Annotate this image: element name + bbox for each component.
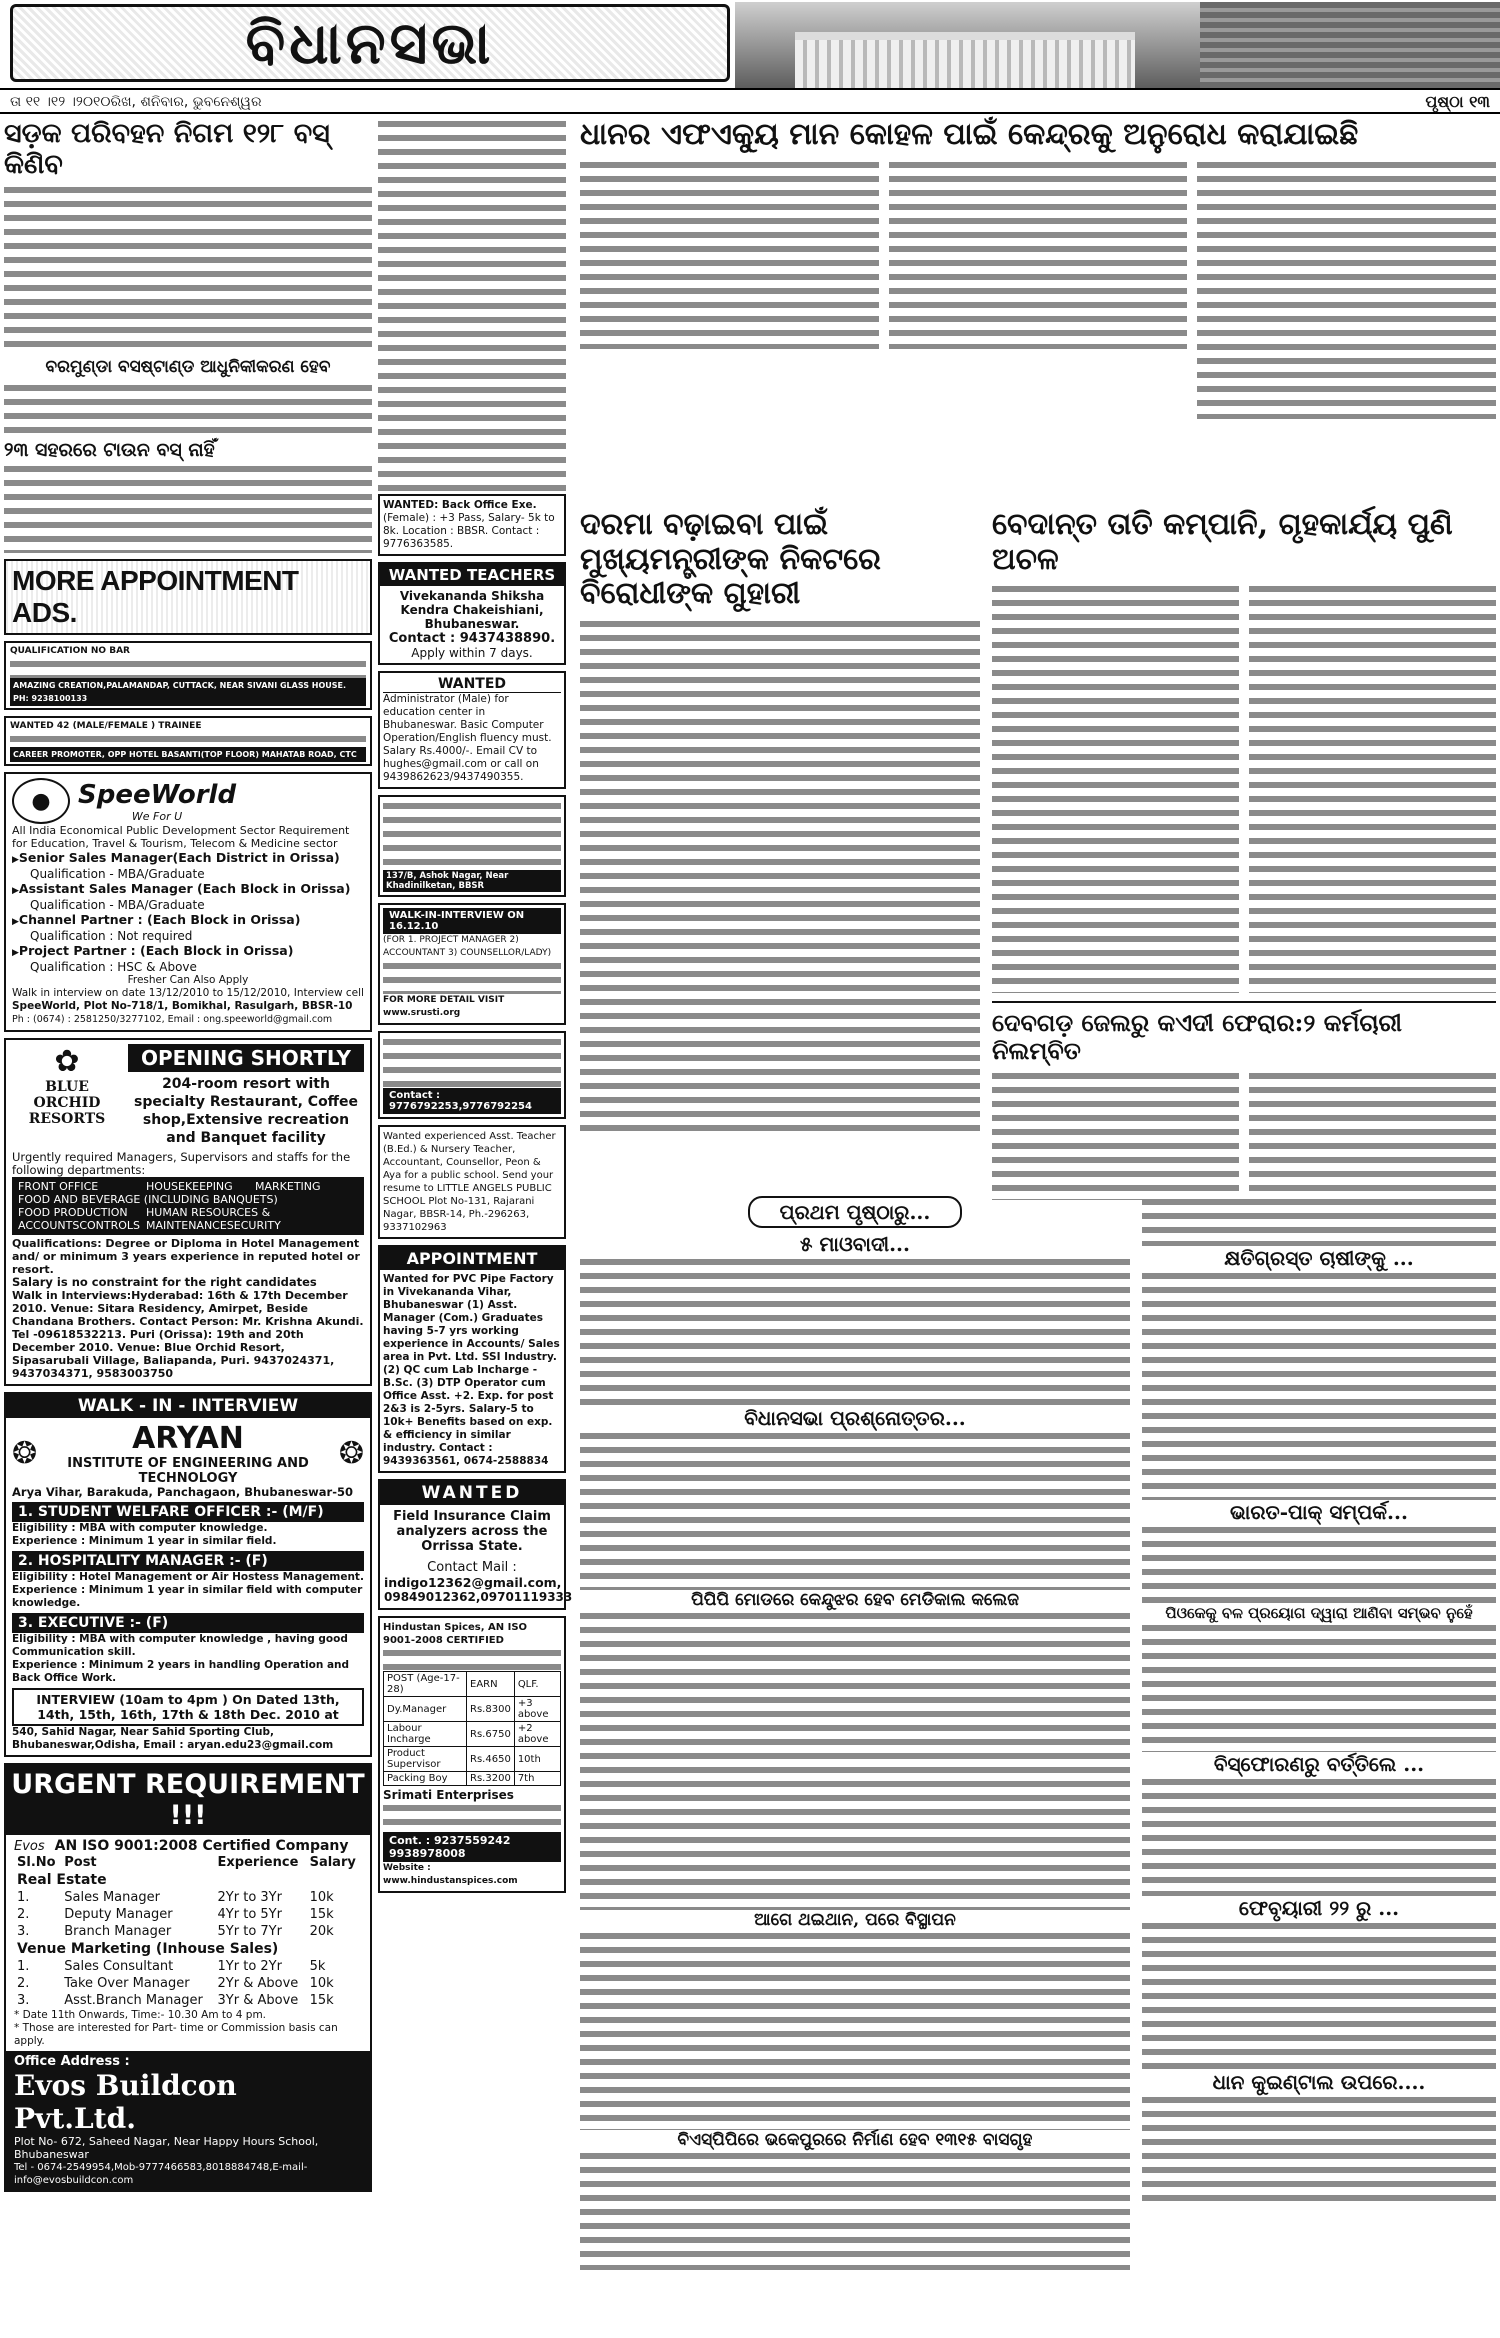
right-story-body [1142, 1622, 1496, 1752]
table-row [384, 1697, 561, 1722]
iso-note: AN ISO 9001:2008 Certified Company [54, 1838, 349, 1855]
amazing-creation: AMAZING CREATION,PALAMANDAP, CUTTACK, NEAR SIVANI GLASS HOUSE. PH: 9238100133 [10, 678, 366, 706]
continued-story-body [580, 2150, 1130, 2270]
header-cell: Sl.No [17, 1855, 56, 1871]
department: FOOD AND BEVERAGE (INCLUDING BANQUETS) [18, 1193, 278, 1207]
urgent-title: URGENT REQUIREMENT !!! [6, 1765, 370, 1835]
job-experience: Experience : Minimum 1 year in similar field with computer knowledge. [12, 1584, 363, 1610]
right-story-body [1142, 1270, 1496, 1500]
walkin-161210-text: (FOR 1. PROJECT MANAGER 2) ACCOUNTANT 3) COUNSELLOR/LADY) [383, 935, 552, 958]
cell: +2 above [514, 1722, 560, 1747]
urgent-note-parttime: * Those are interested for Part- time or Commission basis can apply. [14, 2022, 338, 2048]
aryan-institute: INSTITUTE OF ENGINEERING AND TECHNOLOGY [67, 1456, 309, 1487]
table-row [384, 1722, 561, 1747]
paddy-body-col3 [1197, 159, 1496, 419]
job-eligibility: Eligibility : Hotel Management or Air Hostess Management. [12, 1571, 364, 1584]
career-promoter: CAREER PROMOTER, OPP HOTEL BASANTI(TOP FLOOR) MAHATAB ROAD, CTC [10, 747, 366, 762]
cell: Asst.Branch Manager [64, 1993, 203, 2009]
speeworld-phone: Ph : (0674) : 2581250/3277102, Email : ong.speeworld@gmail.com [12, 1014, 333, 1026]
manufacturing-contact: Contact : 9776792253,9776792254 [383, 1088, 561, 1114]
fresher-note: Fresher Can Also Apply [127, 974, 249, 987]
cell: Rs.4650 [467, 1747, 515, 1772]
qualification-body [10, 658, 366, 678]
bus-story-continued [378, 118, 566, 494]
right-story-body [1142, 1776, 1496, 1896]
cell: 3. [17, 1993, 30, 2009]
appointment-title: APPOINTMENT [380, 1247, 564, 1270]
cell: 5Yr to 7Yr [217, 1924, 282, 1940]
table-row [14, 1992, 362, 2009]
right-story-title: ଫେବୃୟାରୀ ୨୨ ରୁ ... [1238, 1896, 1400, 1920]
back-office-title: WANTED: Back Office Exe. [383, 499, 537, 511]
wanted-field-ad [378, 1479, 573, 1610]
masthead [0, 0, 1500, 90]
town-bus-body [4, 463, 372, 553]
more-appointment-ads [4, 559, 372, 635]
blue-orchid-ad [4, 1038, 372, 1386]
wanted-admin-text: Administrator (Male) for education center in Bhubaneswar. Basic Computer Operation/English fluency must. Salary Rs.4000/-. Email CV to hughes@gmail.com or call on 9439862623/9437490355. [383, 693, 552, 783]
cell: Deputy Manager [64, 1907, 173, 1923]
globe-icon: ● [12, 778, 70, 824]
continued-story-body [580, 1430, 1130, 1590]
nursery-text: Wanted experienced Asst. Teacher (B.Ed.) & Nursery Teacher, Accountant, Counsellor, Peon & Aya for a public school. Send your resume to LITTLE ANGELS PUBLIC SCHOOL Plot No-131, Rajarani Nagar, BBSR-14, Ph.-296263, 9337102963 [383, 1131, 556, 1233]
right-story-title: ଭାରତ-ପାକ୍ ସମ୍ପର୍କ... [1230, 1500, 1408, 1524]
table-row [14, 1958, 362, 1975]
cell: +3 above [514, 1697, 560, 1722]
role-item: ▶ Assistant Sales Manager (Each Block in Orissa) [12, 881, 364, 899]
orchid-name: BLUE ORCHID RESORTS [28, 1079, 106, 1128]
department: FRONT OFFICE [18, 1180, 99, 1194]
cell: 2. [17, 1907, 30, 1923]
town-bus-subheadline: ୨୩ ସହରରେ ଟାଉନ ବସ୍ ନାହିଁ [4, 438, 215, 461]
main-news [580, 117, 1496, 2150]
continued-story-title: ବିଏସ୍ପିପିରେ ଭକେପୁରରେ ନିର୍ମାଣ ହେବ ୧୩୧୫ ବାସଗୃହ [677, 2130, 1033, 2150]
vedanta-headline: ବେଦାନ୍ତ ତାତି କମ୍ପାନି, ଗୃହକାର୍ଯ୍ୟ ପୁଣି ଅଚଳ [992, 507, 1453, 577]
price-body [580, 618, 980, 1138]
cell: Rs.3200 [467, 1772, 515, 1786]
cell: Product Supervisor [384, 1747, 467, 1772]
impulse-address: 137/B, Ashok Nagar, Near Khadinilketan, BBSR [383, 870, 561, 892]
orchid-departments [12, 1177, 364, 1235]
speeworld-roles [12, 850, 364, 974]
deogarh-body-col2 [1249, 1070, 1496, 1200]
bus-story-body-2 [4, 382, 372, 438]
speeworld-address: SpeeWorld, Plot No-718/1, Bomikhal, Rasulgarh, BBSR-10 [12, 1000, 353, 1013]
cell: 10k [309, 1976, 334, 1992]
price-headline: ଦରମା ବଢ଼ାଇବା ପାଇଁ ମୁଖ୍ୟମନ୍ତ୍ରୀଙ୍କ ନିକଟରେ ବିରୋଧୀଙ୍କ ଗୁହାରୀ [580, 507, 881, 611]
cell: Dy.Manager [384, 1697, 467, 1722]
appointment-text: Wanted for PVC Pipe Factory in Vivekananda Vihar, Bhubaneswar (1) Asst. Manager (Com.) Graduates having 5-7 yrs working experience in Accounts/ Sales area in Pvt. Ltd. SSI Industry.(2) QC cum Lab Incharge - B.Sc. (3) DTP Operator cum Office Asst. +2. Exp. for post 2&3 is 2-5yrs. Salary-5 to 10k+ Benefits based on exp. & efficiency in similar industry. Contact : 9439363561, 0674-2588834 [383, 1273, 560, 1467]
wanted-field-phone: 09849012362,09701119333 [384, 1590, 573, 1604]
paddy-headline: ଧାନର ଏଫଏକ୍ୟୁ ମାନ କୋହଳ ପାଇଁ କେନ୍ଦ୍ରକୁ ଅନୁରୋଧ କରାଯାଇଛି [580, 117, 1359, 152]
assembly-photo [735, 2, 1500, 88]
cell: 10k [309, 1890, 334, 1906]
header-cell: QLF. [514, 1672, 560, 1697]
salary-table [14, 1854, 362, 2009]
cell: 15k [309, 1907, 334, 1923]
qualification-title: QUALIFICATION NO BAR [10, 646, 130, 657]
cell: Rs.6750 [467, 1722, 515, 1747]
impulse-body [383, 800, 561, 870]
teachers-title: WANTED TEACHERS [380, 564, 564, 586]
cell: 3Yr & Above [217, 1993, 299, 2009]
walkin-161210-title: WALK-IN-INTERVIEW ON 16.12.10 [383, 908, 561, 934]
evos-address: Plot No- 672, Saheed Nagar, Near Happy Hours School, Bhubaneswar [14, 2135, 319, 2162]
bus-subheadline: ବରମୁଣ୍ଡା ବସଷ୍ଟାଣ୍ଡ ଆଧୁନିକୀକରଣ ହେବ [45, 357, 331, 378]
trainee-ad [4, 716, 372, 766]
role-item: ▶ Channel Partner : (Each Block in Orissa) [12, 912, 364, 930]
bus-story-body [4, 184, 372, 354]
header-cell: Post [64, 1855, 97, 1871]
cell: Labour Incharge [384, 1722, 467, 1747]
aryan-name: ARYAN [132, 1421, 244, 1457]
appointment-ad [378, 1245, 566, 1473]
role-qualification: Qualification - MBA/Graduate [30, 898, 205, 913]
table-row [14, 1923, 362, 1940]
page-number: ପୃଷ୍ଠା ୧୩ [1425, 92, 1490, 111]
cell: 15k [309, 1993, 334, 2009]
table-row [384, 1772, 561, 1786]
vedanta-body-col2 [1249, 583, 1496, 993]
paddy-body-col2 [889, 159, 1188, 349]
job-experience: Experience : Minimum 2 years in handling Operation and Back Office Work. [12, 1659, 350, 1685]
hindustan-body-2 [383, 1802, 561, 1832]
interview-dates: INTERVIEW (10am to 4pm ) On Dated 13th, 14th, 15th, 16th, 17th & 18th Dec. 2010 at [12, 1688, 364, 1726]
hindustan-spices-ad [378, 1616, 566, 1893]
speeworld-name: SpeeWorld [78, 779, 237, 810]
header-cell: POST (Age-17-28) [384, 1672, 467, 1697]
table-header [14, 1854, 362, 1871]
aryan-address: 540, Sahid Nagar, Near Sahid Sporting Club, Bhubaneswar,Odisha, Email : aryan.edu23@gmail.com [12, 1726, 334, 1752]
classified-column [378, 118, 573, 1899]
orchid-intro: Urgently required Managers, Supervisors and staffs for the following departments: [12, 1150, 351, 1178]
header-cell: Experience [217, 1855, 299, 1871]
walkin-161210-body [383, 960, 561, 994]
teachers-org: Vivekananda Shiksha Kendra Chakeishiani, Bhubaneswar. [399, 589, 545, 631]
table-header [384, 1672, 561, 1697]
wanted-admin-ad [378, 671, 566, 789]
continued-story-title: ୫ ମାଓବାଦୀ... [800, 1232, 910, 1256]
cell: 20k [309, 1924, 334, 1940]
wanted-field-text: Field Insurance Claim analyzers across the Orrissa State. [393, 1509, 551, 1554]
cell: Packing Boy [384, 1772, 467, 1786]
nursery-teacher-ad [378, 1125, 566, 1239]
wanted-field-contact: Contact Mail : [427, 1560, 517, 1575]
department: MAINTENANCESECURITY [146, 1219, 281, 1233]
cell: Take Over Manager [64, 1976, 190, 1992]
cell: 4Yr to 5Yr [217, 1907, 282, 1923]
right-story-body [1142, 1920, 1496, 2070]
assembly-building-image [795, 32, 1135, 88]
cell: 2Yr & Above [217, 1976, 299, 1992]
section-label: Venue Marketing (Inhouse Sales) [17, 1941, 279, 1958]
role-qualification: Qualification - MBA/Graduate [30, 867, 205, 882]
wanted-admin-title: WANTED [383, 676, 561, 693]
continued-story-body [580, 1610, 1130, 1910]
cell: Sales Consultant [64, 1959, 174, 1975]
role-qualification: Qualification : Not required [30, 929, 193, 944]
walkin-banner: WALK - IN - INTERVIEW [6, 1394, 370, 1418]
vedanta-body-col1 [992, 583, 1239, 993]
evos-tag: Evos [14, 1838, 45, 1854]
manufacturing-ad [378, 1031, 566, 1119]
walkin-note: Walk in interview on date 13/12/2010 to 15/12/2010, Interview cell [12, 987, 364, 1000]
newspaper-title: ବିଧାନସଭା [10, 4, 730, 82]
wanted-field-title: WANTED [380, 1481, 564, 1505]
job-title: 2. HOSPITALITY MANAGER :- (F) [12, 1551, 364, 1571]
right-continued-body [1142, 1196, 1496, 1246]
left-column [4, 118, 372, 2198]
cell: 2. [17, 1976, 30, 1992]
hindustan-website: Website : www.hindustanspices.com [383, 1863, 518, 1886]
cell: 1. [17, 1890, 30, 1906]
qualification-ad [4, 641, 372, 710]
continued-story-body [580, 1256, 1130, 1406]
table-row [14, 1889, 362, 1906]
trainee-body [10, 733, 366, 747]
opening-shortly-banner: OPENING SHORTLY [128, 1044, 364, 1072]
job-title: 3. EXECUTIVE :- (F) [12, 1613, 364, 1633]
hindustan-table [383, 1671, 561, 1786]
aryan-ad [4, 1392, 372, 1757]
role-item: ▶ Project Partner : (Each Block in Orissa) [12, 943, 364, 961]
header-cell: EARN [467, 1672, 515, 1697]
front-page-continuation: ପ୍ରଥମ ପୃଷ୍ଠାରୁ... [748, 1196, 963, 1228]
aryan-address-top: Arya Vihar, Barakuda, Panchagaon, Bhubaneswar-50 [12, 1485, 354, 1500]
dateline [0, 92, 1500, 114]
right-story-body [1142, 1524, 1496, 1604]
aryan-logo-icon: ❂ [338, 1436, 364, 1472]
right-story-title: ପିଓକେକୁ ବଳ ପ୍ରୟୋଗ ଦ୍ୱାରା ଆଣିବା ସମ୍ଭବ ନୁହେଁ [1165, 1604, 1473, 1622]
orchid-desc: 204-room resort with specialty Restaurant, Coffee shop,Extensive recreation and Banquet facility [133, 1076, 359, 1147]
wanted-field-email: indigo12362@gmail.com, [384, 1575, 562, 1590]
hindustan-contact: Cont. : 9237559242 9938978008 [383, 1832, 561, 1862]
department: HUMAN RESOURCES & [146, 1206, 271, 1220]
assembly-hall-image [1200, 2, 1500, 88]
cell: 1. [17, 1959, 30, 1975]
walkin-161210-detail: FOR MORE DETAIL VISIT www.srusti.org [383, 995, 505, 1018]
department: HOUSEKEEPING [146, 1180, 233, 1194]
orchid-tel: Tel -09618532213. Puri (Orissa): 19th and 20th December 2010. Venue: Blue Orchid Resort, Sipasarubali Village, Baliapanda, Puri. 9437024371, 9437034371, 9583003750 [12, 1328, 335, 1381]
table-row [384, 1747, 561, 1772]
bus-headline: ସଡ଼କ ପରିବହନ ନିଗମ ୧୨୮ ବସ୍ କିଣିବ [4, 118, 330, 181]
right-story-title: ଧାନ କୁଇଣ୍ଟାଲ ଉପରେ.... [1212, 2070, 1426, 2094]
cell: 3. [17, 1924, 30, 1940]
continued-story-body [580, 1930, 1130, 2130]
job-eligibility: Eligibility : MBA with computer knowledge , having good Communication skill. [12, 1633, 348, 1659]
office-label: Office Address : [14, 2054, 130, 2070]
continued-story-title: ପିପିପି ମୋଡରେ କେନ୍ଦୁଝର ହେବ ମେଡିକାଲ କଲେଜ [691, 1590, 1019, 1610]
speeworld-desc: All India Economical Public Development Sector Requirement for Education, Travel & Tourism, Telecom & Medicine sector [12, 824, 350, 851]
orchid-qualification: Qualifications: Degree or Diploma in Hotel Management and/ or minimum 3 years experience in reputed hotel or resort. [12, 1237, 360, 1277]
hindustan-title: Hindustan Spices, AN ISO 9001-2008 CERTIFIED [383, 1622, 528, 1646]
cell: 5k [309, 1959, 326, 1975]
speeworld-tag: We For U [131, 809, 183, 823]
urgent-note-date: * Date 11th Onwards, Time:- 10.30 Am to 4 pm. [14, 2009, 267, 2022]
right-story-title: ବିସ୍ଫୋରଣରୁ ବର୍ତ୍ତିଲେ ... [1213, 1752, 1425, 1776]
cell: 7th [514, 1772, 560, 1786]
continued-story-title: ଆଗେ ଥଇଥାନ, ପରେ ବିସ୍ଥାପନ [754, 1910, 956, 1930]
table-row [14, 1975, 362, 1992]
role-qualification: Qualification : HSC & Above [30, 960, 197, 975]
department: ACCOUNTSCONTROLS [18, 1219, 141, 1233]
cell: Sales Manager [64, 1890, 160, 1906]
department: FOOD PRODUCTION [18, 1206, 128, 1220]
orchid-flower-icon: ✿ [54, 1044, 80, 1080]
back-office-ad [378, 494, 566, 556]
paddy-body-col1 [580, 159, 879, 349]
orchid-salary: Salary is no constraint for the right candidates [12, 1275, 317, 1290]
right-story-body [1142, 2094, 1496, 2204]
cell: Branch Manager [64, 1924, 172, 1940]
cell: 2Yr to 3Yr [217, 1890, 282, 1906]
trainee-title: WANTED 42 (MALE/FEMALE ) TRAINEE [10, 721, 202, 732]
manufacturing-body [383, 1036, 561, 1088]
cell: 10th [514, 1747, 560, 1772]
deogarh-headline: ଦେବଗଡ଼ ଜେଲରୁ କଏଦୀ ଫେରାର:୨ କର୍ମଚାରୀ ନିଲମ୍ବିତ [992, 1008, 1402, 1065]
hindustan-body [383, 1647, 561, 1671]
job-experience: Experience : Minimum 1 year in similar field. [12, 1535, 277, 1548]
impulse-ad [378, 795, 566, 897]
hindustan-company: Srimati Enterprises [383, 1788, 514, 1802]
right-story-title: କ୍ଷତିଗ୍ରସ୍ତ ଚାଷୀଙ୍କୁ ... [1224, 1246, 1414, 1270]
job-title: 1. STUDENT WELFARE OFFICER :- (M/F) [12, 1502, 364, 1522]
walkin-161210-ad [378, 903, 566, 1025]
aryan-logo-icon: ❂ [12, 1436, 38, 1472]
more-appointment-text: MORE APPOINTMENT ADS. [12, 565, 299, 629]
continued-story-title: ବିଧାନସଭା ପ୍ରଶ୍ନୋତ୍ତର... [744, 1406, 966, 1430]
table-row [14, 1906, 362, 1923]
department: MARKETING [255, 1180, 321, 1194]
evos-tel: Tel - 0674-2549954,Mob-9777466583,8018884748,E-mail-info@evosbuildcon.com [14, 2162, 308, 2187]
cell: Rs.8300 [467, 1697, 515, 1722]
evos-company: Evos Buildcon Pvt.Ltd. [14, 2069, 237, 2136]
section-label: Real Estate [17, 1872, 107, 1889]
teachers-note: Apply within 7 days. [411, 646, 533, 660]
speeworld-ad [4, 772, 372, 1032]
cell: 1Yr to 2Yr [217, 1959, 282, 1975]
header-cell: Salary [309, 1855, 356, 1871]
teachers-ad [378, 562, 566, 665]
job-eligibility: Eligibility : MBA with computer knowledge. [12, 1522, 268, 1535]
role-item: ▶ Senior Sales Manager(Each District in Orissa) [12, 850, 364, 868]
orchid-walkin: Walk in Interviews:Hyderabad: 16th & 17th December 2010. Venue: Sitara Residency, Amirpet, Beside Chandana Brothers. Contact Person: Mr. Krishna Akundi. [12, 1289, 364, 1329]
back-office-text: (Female) : +3 Pass, Salary- 5k to 8k. Location : BBSR. Contact : 9776363585. [383, 512, 555, 550]
urgent-requirement-ad [4, 1763, 372, 2192]
deogarh-body-col1 [992, 1070, 1239, 1200]
teachers-contact: Contact : 9437438890. [388, 631, 556, 646]
issue-date: ତା ୧୧ ।୧୨ ।୨୦୧୦ରିଖ, ଶନିବାର, ଭୁବନେଶ୍ୱର [10, 94, 262, 110]
